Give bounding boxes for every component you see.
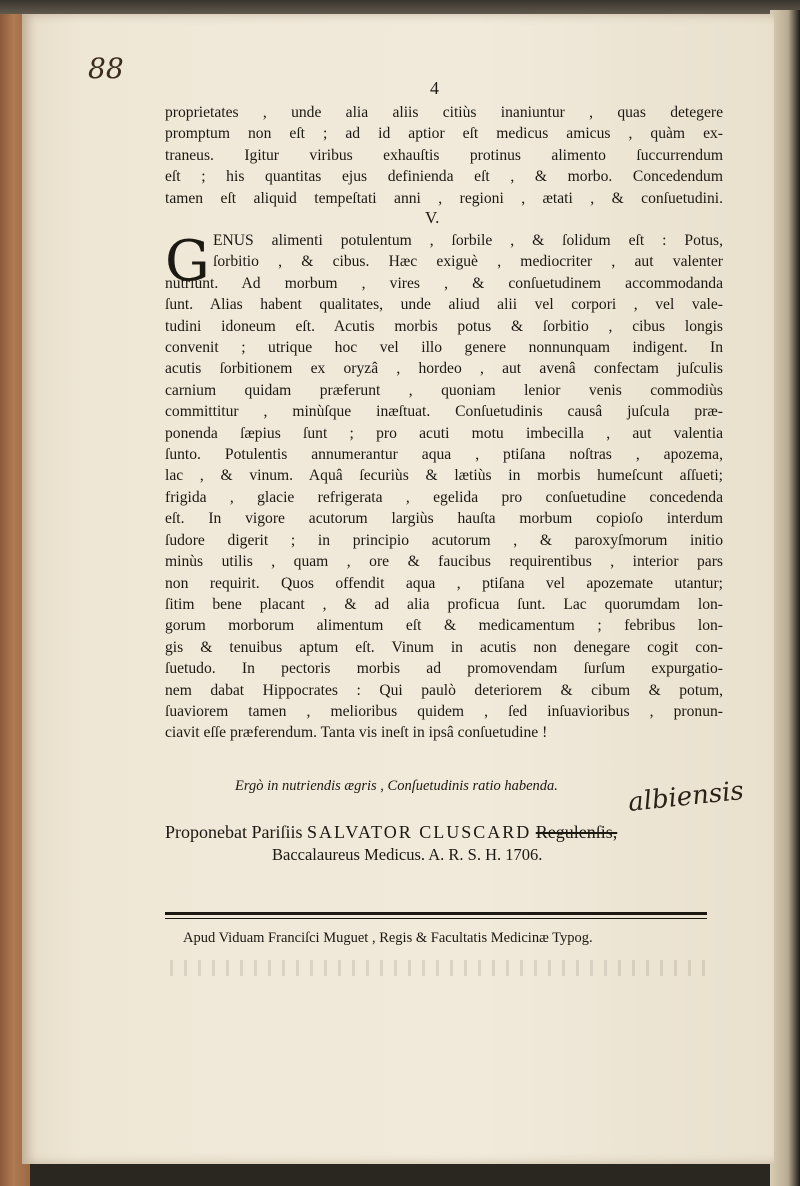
text-line: ſuaviorem tamen , melioribus quidem , ſed inſuavioribus , pronun- [165, 702, 723, 720]
text-line: ciavit eſſe præferendum. Tanta vis ineſt in ipsâ conſuetudine ! [165, 724, 548, 742]
text-line: traneus. Igitur viribus exhauſtis protinus alimento ſuccurrendum [165, 146, 723, 164]
section-number: V. [425, 208, 440, 227]
text-line: gis & tenuibus aptum eſt. Vinum in acutis non denegare cogit con- [165, 638, 723, 656]
page-number: 4 [430, 78, 439, 98]
text-line: gorum morborum alimentum eſt & medicamentum ; febribus lon- [165, 617, 723, 635]
thin-rule [165, 918, 707, 919]
proposer-line [165, 822, 617, 843]
text-line: ſudore digerit ; in principio acutorum , & paroxyſmorum initio [165, 531, 723, 549]
text-line: minùs utilis , quam , ore & faucibus requirentibus , interior pars [165, 553, 723, 571]
text-line: ſorbitio , & cibus. Hæc exiguè , mediocriter , aut valenter [213, 253, 723, 271]
text-line: convenit ; utrique hoc vel illo genere nonnunquam indigent. In [165, 339, 723, 357]
text-line: tamen eſt aliquid tempeſtati anni , regioni , ætati , & conſuetudini. [165, 189, 723, 207]
text-line: tudini idoneum eſt. Acutis morbis potus & ſorbitio , cibus longis [165, 317, 723, 335]
text-line: eſt ; his quantitas ejus definienda eſt , & morbo. Concedendum [165, 168, 723, 186]
text-line: committitur , minùſque inæſtuat. Conſuetudinis causâ juſcula præ- [165, 403, 723, 421]
conclusion-line: Ergò in nutriendis ægris , Conſuetudinis ratio habenda. [235, 778, 558, 794]
text-line: promptum non eſt ; ad id aptior eſt medicus amicus , quàm ex- [165, 125, 723, 143]
text-line: proprietates , unde alia aliis citiùs inaniuntur , quas detegere [165, 104, 723, 121]
proposer-prefix: Proponebat Pariſiis [165, 822, 303, 842]
text-line: carnium quidam præferunt , quoniam lenior venis commodiùs [165, 381, 723, 399]
text-line: ſunt. Alias habent qualitates, unde aliud alii vel corpori , vel vale- [165, 296, 723, 314]
page-stack-edge [770, 10, 800, 1186]
handwritten-annotation: albiensis [626, 776, 746, 818]
text-line: nem dabat Hippocrates : Qui paulò deteriorem & cibum & potum, [165, 681, 723, 699]
text-line: eſt. In vigore acutorum largiùs hauſta morbum copioſo interdum [165, 510, 723, 528]
handwritten-folio-number: 88 [88, 52, 124, 85]
printer-imprint: Apud Viduam Franciſci Muguet , Regis & Facultatis Medicinæ Typog. [183, 930, 593, 946]
bleed-through-text [170, 960, 710, 976]
text-line: non requirit. Quos offendit aqua , ptiſana vel apozemate utantur; [165, 574, 723, 592]
text-line: ENUS alimenti potulentum , ſorbile , & ſolidum eſt : Potus, [213, 232, 723, 249]
thick-rule [165, 912, 707, 915]
degree-line: Baccalaureus Medicus. A. R. S. H. 1706. [272, 845, 543, 864]
paragraph-1 [165, 102, 723, 209]
paragraph-2 [165, 230, 723, 744]
drop-cap: G [165, 229, 210, 294]
text-line: acutis ſorbitionem ex oryzâ , hordeo , aut avenâ confectam juſculis [165, 360, 723, 378]
text-line: lac , & vinum. Aquâ ſecuriùs & lætiùs in morbis humeſcunt aſſueti; [165, 467, 723, 485]
text-line: frigida , glacie refrigerata , egelida pro conſuetudine concedenda [165, 488, 723, 506]
text-line: nutriunt. Ad morbum , vires , & conſuetudinem accommodanda [165, 274, 723, 292]
text-line: ſitim bene placant , & ad alia proficua ſunt. Lac quorumdam lon- [165, 595, 723, 613]
proposer-name: SALVATOR CLUSCARD [307, 822, 532, 842]
text-line: ponenda ſæpius ſunt ; pro acuti motu imbecilla , aut valentia [165, 424, 723, 442]
text-line: ſunto. Potulentis annumerantur aqua , ptiſana noſtras , apozema, [165, 446, 723, 464]
text-line: ſuetudo. In pectoris morbis ad promovendam ſurſum expurgatio- [165, 660, 723, 678]
struck-word: Regulenſis, [535, 822, 618, 842]
